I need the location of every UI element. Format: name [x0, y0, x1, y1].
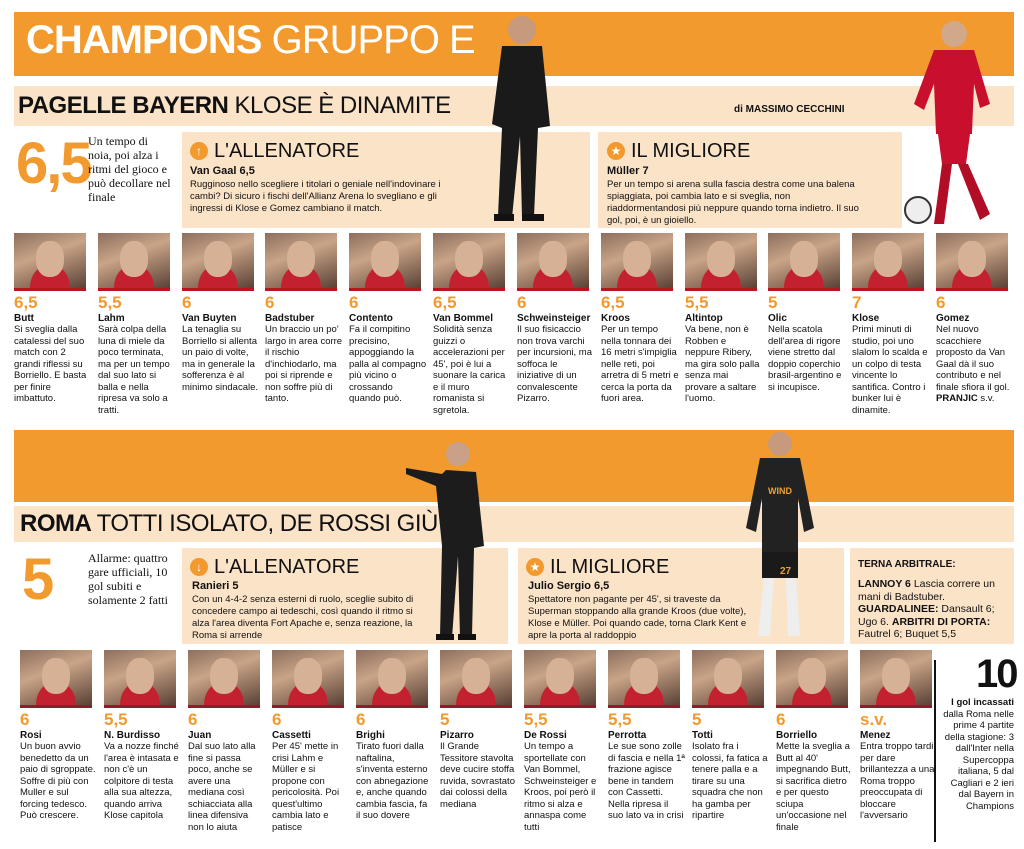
player-name: De Rossi	[524, 730, 567, 741]
player-score: 5	[692, 710, 702, 729]
player-score: 6	[356, 710, 366, 729]
player-score: 6	[272, 710, 282, 729]
player-name: Altintop	[685, 313, 723, 324]
bayern-best-text: Per un tempo si arena sulla fascia destra come una balena spiaggiata, poi cambia lato e si sveglia, non riaddormentandosi più neppure quando torna indietro. Il suo gol, poi, è un gioiello.	[607, 179, 859, 226]
svg-text:27: 27	[780, 566, 792, 577]
player-photo	[356, 650, 428, 708]
player-score: 6,5	[433, 293, 457, 312]
svg-text:WIND: WIND	[768, 486, 792, 496]
player-name: Menez	[860, 730, 891, 741]
bayern-best-title: ★ IL MIGLIORE	[607, 140, 750, 163]
player-photo	[601, 233, 673, 291]
player-comment: Nel nuovo scacchiere proposto da Van Gaal dà il suo contributo e nel finale sfiora il gol. PRANJIC s.v.	[936, 324, 1010, 404]
player-card	[524, 650, 602, 833]
medal-icon: ★	[526, 558, 544, 576]
player-score: 5,5	[608, 710, 632, 729]
player-photo	[524, 650, 596, 708]
player-figure-muller	[894, 14, 1012, 230]
bayern-best-name: Müller 7	[607, 165, 649, 177]
player-score: 6	[936, 293, 946, 312]
goals-number: 10	[976, 652, 1017, 696]
player-card	[852, 233, 930, 416]
player-card	[517, 233, 595, 405]
player-name: Totti	[692, 730, 713, 741]
player-score: 7	[852, 293, 862, 312]
player-card	[601, 233, 679, 405]
player-comment: Il suo fisicaccio non trova varchi per incursioni, ma soffoca le iniziative di un convalescente Pizarro.	[517, 324, 592, 404]
player-name: Olic	[768, 313, 787, 324]
player-name: Lahm	[98, 313, 125, 324]
player-card	[768, 233, 846, 393]
player-card	[104, 650, 182, 822]
player-comment: Sarà colpa della luna di miele da poco terminata, ma per un tempo dal suo lato si balla e nella ripresa va solo a tratti.	[98, 324, 170, 416]
extra-player-name: PRANJIC	[936, 393, 978, 404]
roma-coach-name: Ranieri 5	[192, 580, 239, 592]
player-score: 5,5	[98, 293, 122, 312]
player-score: 5,5	[685, 293, 709, 312]
roma-team-score: 5	[22, 547, 53, 612]
player-photo	[692, 650, 764, 708]
player-name: Brighi	[356, 730, 385, 741]
player-name: Klose	[852, 313, 880, 324]
goals-divider	[934, 660, 936, 842]
roma-best-title: ★ IL MIGLIORE	[526, 556, 669, 579]
player-comment: Un braccio un po' largo in area corre il rischio d'inchiodarlo, ma poi si riprende e non soffre più di tanto.	[265, 324, 343, 404]
player-card	[98, 233, 176, 416]
player-photo	[685, 233, 757, 291]
player-name: Butt	[14, 313, 34, 324]
player-card	[188, 650, 266, 833]
referee-title: TERNA ARBITRALE:	[858, 559, 956, 570]
player-card	[776, 650, 854, 833]
player-name: Perrotta	[608, 730, 647, 741]
player-name: Cassetti	[272, 730, 311, 741]
player-score: 6	[182, 293, 192, 312]
bayern-coach-name: Van Gaal 6,5	[190, 165, 255, 177]
player-comment: Entra troppo tardi per dare brillantezza a una Roma troppo preoccupata di bloccare l'avversario	[860, 741, 935, 821]
player-comment: Va a nozze finché l'area è intasata e non c'è un colpitore di testa alla sua altezza, quando arriva Klose capitola	[104, 741, 179, 821]
player-photo	[860, 650, 932, 708]
player-comment: Mette la sveglia a Butt al 40' impegnando Butt, si sacrifica dietro e per questo sciupa un'occasione nel finale	[776, 741, 851, 833]
player-comment: Per 45' mette in crisi Lahm e Müller e si propone con pericolosità. Poi quest'ultimo cambia lato e patisce	[272, 741, 340, 833]
player-photo	[104, 650, 176, 708]
player-name: Borriello	[776, 730, 818, 741]
extra-player-score: s.v.	[980, 393, 995, 404]
player-score: 5	[768, 293, 778, 312]
player-card	[349, 233, 427, 405]
bayern-coach-text: Rugginoso nello scegliere i titolari o geniale nell'indovinare i cambi? Di sicuro i fischi dell'Allianz Arena lo svegliano e gli ingressi di Klose e Gomez cambiano il match.	[190, 179, 441, 214]
player-name: Juan	[188, 730, 212, 741]
player-photo	[272, 650, 344, 708]
player-card	[265, 233, 343, 405]
player-photo	[776, 650, 848, 708]
player-comment: Si sveglia dalla catalessi del suo match con 2 grandi riflessi su Borriello. E basta per finire imbattuto.	[14, 324, 87, 404]
player-card	[14, 233, 92, 405]
player-card	[440, 650, 518, 810]
player-photo	[852, 233, 924, 291]
player-photo	[98, 233, 170, 291]
player-photo	[768, 233, 840, 291]
coach-figure-ranieri	[402, 436, 494, 648]
bayern-heading: PAGELLE BAYERN KLOSE È DINAMITE	[18, 92, 451, 119]
player-photo	[349, 233, 421, 291]
player-score: s.v.	[860, 710, 888, 729]
player-photo	[517, 233, 589, 291]
player-comment: Tirato fuori dalla naftalina, s'inventa esterno con abnegazione e, anche quando cambia fascia, fa il suo dovere	[356, 741, 429, 821]
player-comment: Il Grande Tessitore stavolta deve cucire stoffa ruvida, sovrastato dai colossi della mediana	[440, 741, 515, 810]
roma-best-name: Julio Sergio 6,5	[528, 580, 610, 592]
player-comment: Le sue sono zolle di fascia e nella 1ª frazione agisce bene in tandem con Cassetti. Nella ripresa il suo lato va in crisi	[608, 741, 685, 821]
player-score: 6	[349, 293, 359, 312]
player-score: 6	[188, 710, 198, 729]
player-comment: Nella scatola dell'area di rigore viene stretto dal doppio coperchio brasil-argentino e si incupisce.	[768, 324, 842, 393]
player-card	[356, 650, 434, 822]
roma-intro: Allarme: quattro gare ufficiali, 10 gol subiti e solamente 2 fatti	[88, 551, 168, 607]
roma-band	[14, 430, 1014, 502]
author-byline: di MASSIMO CECCHINI	[734, 104, 845, 115]
roma-heading: ROMA TOTTI ISOLATO, DE ROSSI GIÙ	[20, 510, 438, 537]
coach-figure-vangaal	[474, 6, 564, 228]
player-score: 6,5	[601, 293, 625, 312]
player-comment: Un tempo a sportellate con Van Bommel, Schweinsteiger e Kroos, poi però il ritmo si alza e annaspa come tutti	[524, 741, 597, 833]
player-photo	[608, 650, 680, 708]
player-card	[685, 233, 763, 405]
player-photo	[182, 233, 254, 291]
player-comment: Per un tempo nella tonnara dei 16 metri s'impiglia nelle reti, poi arretra di 5 metri e cerca la porta da fuori area.	[601, 324, 679, 404]
player-photo	[188, 650, 260, 708]
player-card	[936, 233, 1014, 405]
player-name: Van Bommel	[433, 313, 494, 324]
player-score: 5,5	[524, 710, 548, 729]
player-score: 6	[20, 710, 30, 729]
roma-best-text: Spettatore non pagante per 45', si traveste da Superman stoppando alla grande Kroos (due volte), Klose e Müller. Poi quando cade, torna Clark Kent e apre la porta al raddoppio	[528, 594, 747, 641]
player-photo	[20, 650, 92, 708]
player-card	[272, 650, 350, 833]
player-name: Contento	[349, 313, 393, 324]
player-score: 6	[517, 293, 527, 312]
player-name: N. Burdisso	[104, 730, 161, 741]
up-arrow-icon: ↑	[190, 142, 208, 160]
player-name: Van Buyten	[182, 313, 237, 324]
player-score: 6,5	[14, 293, 38, 312]
player-comment: Fa il compitino precisino, appoggiando la palla al compagno più vicino o crossando quando può.	[349, 324, 427, 404]
player-card	[433, 233, 511, 416]
page-title: CHAMPIONS GRUPPO E	[26, 18, 475, 62]
player-photo	[433, 233, 505, 291]
player-name: Gomez	[936, 313, 970, 324]
player-figure-julio-sergio	[740, 428, 820, 644]
player-score: 6	[776, 710, 786, 729]
player-photo	[440, 650, 512, 708]
player-card	[182, 233, 260, 393]
referee-text: LANNOY 6 Lascia correre un mani di Badstuber. GUARDALINEE: Dansault 6; Ugo 6. ARBITRI DI PORTA: Fautrel 6; Buquet 5,5	[858, 578, 995, 640]
player-comment: Dal suo lato alla fine si passa poco, anche se avere una mediana così schiacciata alla linea difensiva non lo aiuta	[188, 741, 256, 833]
player-score: 5,5	[104, 710, 128, 729]
bayern-team-score: 6,5	[16, 131, 91, 196]
roma-coach-text: Con un 4-4-2 senza esterni di ruolo, sceglie subito di concedere campo ai tedeschi, così quando il ritmo si alza l'area diventa Fort Apache e, senza reazione, la Roma si arrende	[192, 594, 414, 641]
player-comment: Isolato fra i colossi, fa fatica a tenere palla e a tirare su una squadra che non ha gamba per ripartire	[692, 741, 768, 821]
player-comment: Primi minuti di studio, poi uno slalom lo scalda e un colpo di testa vincente lo santifica. Contro i bunker lui è dinamite.	[852, 324, 928, 416]
player-comment: La tenaglia su Borriello si allenta un paio di volte, ma in generale la sofferenza è al minimo sindacale.	[182, 324, 259, 393]
player-photo	[936, 233, 1008, 291]
bayern-intro: Un tempo di noia, poi alza i ritmi del gioco e può decollare nel finale	[88, 134, 171, 204]
player-card	[20, 650, 98, 822]
medal-icon: ★	[607, 142, 625, 160]
player-name: Schweinsteiger	[517, 313, 591, 324]
player-name: Badstuber	[265, 313, 315, 324]
player-photo	[265, 233, 337, 291]
player-comment: Va bene, non è Robben e neppure Ribery, ma gira solo palla senza mai provare a saltare l'uomo.	[685, 324, 760, 404]
player-comment: Un buon avvio benedetto da un paio di sgroppate. Soffre di più con Muller e sul forcing tedesco. Può crescere.	[20, 741, 96, 821]
player-card	[860, 650, 938, 822]
player-name: Kroos	[601, 313, 630, 324]
player-card	[692, 650, 770, 822]
player-comment: Solidità senza guizzi o accelerazioni per 45', poi è lui a suonare la carica e il muro romanista si sgretola.	[433, 324, 506, 416]
player-name: Rosi	[20, 730, 42, 741]
bayern-coach-title: ↑ L'ALLENATORE	[190, 140, 359, 163]
goals-text: I gol incassati dalla Roma nelle prime 4 partite della stagione: 3 dall'Inter nella Supercoppa italiana, 5 dal Cagliari e 2 ieri dal Bayern in Champions	[943, 697, 1014, 812]
player-photo	[14, 233, 86, 291]
player-score: 5	[440, 710, 450, 729]
player-score: 6	[265, 293, 275, 312]
player-card	[608, 650, 686, 822]
down-arrow-icon: ↓	[190, 558, 208, 576]
roma-coach-title: ↓ L'ALLENATORE	[190, 556, 359, 579]
player-name: Pizarro	[440, 730, 474, 741]
